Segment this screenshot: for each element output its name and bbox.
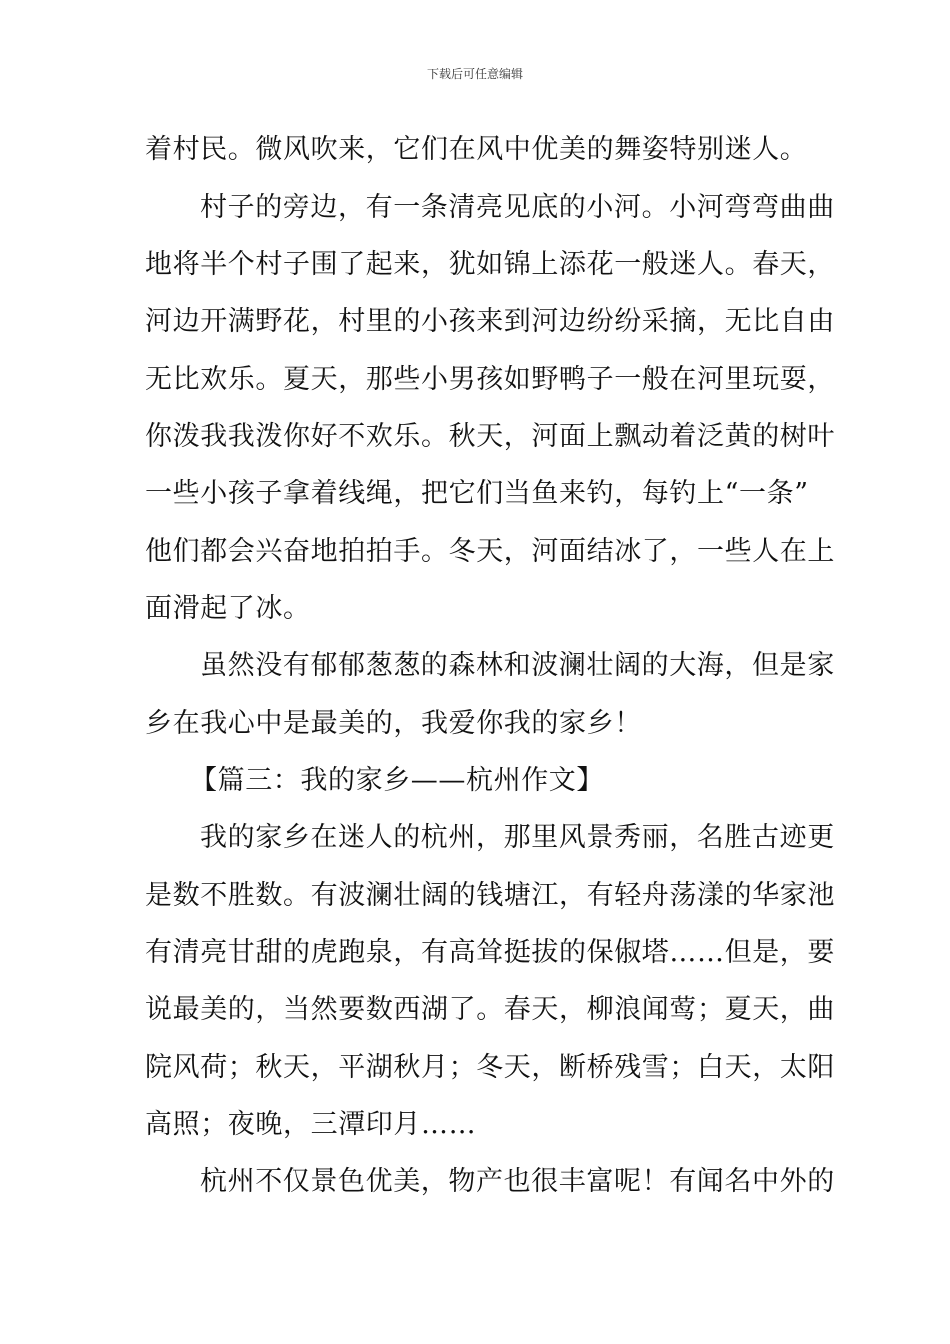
text-line: 院风荷；秋天，平湖秋月；冬天，断桥残雪；白天，太阳 — [145, 1052, 835, 1083]
text-line: 有清亮甘甜的虎跑泉，有高耸挺拔的保俶塔……但是，要 — [145, 937, 835, 968]
text-line: 无比欢乐。夏天，那些小男孩如野鸭子一般在河里玩耍， — [145, 364, 835, 395]
text-line: 面滑起了冰。 — [145, 593, 311, 624]
text-line: 着村民。微风吹来，它们在风中优美的舞姿特别迷人。 — [145, 134, 808, 165]
text-line: 地将半个村子围了起来，犹如锦上添花一般迷人。春天， — [145, 249, 835, 280]
page-header: 下载后可任意编辑 — [426, 67, 523, 81]
text-line: 说最美的，当然要数西湖了。春天，柳浪闻莺；夏天，曲 — [145, 994, 835, 1025]
text-line: 一些小孩子拿着线绳，把它们当鱼来钓，每钓上“一条” — [145, 478, 809, 509]
paragraph-first-line: 虽然没有郁郁葱葱的森林和波澜壮阔的大海，但是家 — [200, 650, 835, 681]
text-line: 你泼我我泼你好不欢乐。秋天，河面上飘动着泛黄的树叶 — [145, 421, 835, 452]
text-line: 乡在我心中是最美的，我爱你我的家乡！ — [145, 708, 642, 739]
text-line: 是数不胜数。有波澜壮阔的钱塘江，有轻舟荡漾的华家池 — [145, 880, 835, 911]
paragraph-first-line: 杭州不仅景色优美，物产也很丰富呢！有闻名中外的 — [200, 1166, 835, 1197]
text-line: 他们都会兴奋地拍拍手。冬天，河面结冰了，一些人在上 — [145, 536, 835, 567]
text-line: 高照；夜晚，三潭印月…… — [145, 1109, 477, 1140]
paragraph-first-line: 村子的旁边，有一条清亮见底的小河。小河弯弯曲曲 — [200, 192, 835, 223]
section-heading: 【篇三：我的家乡——杭州作文】 — [190, 765, 604, 796]
text-line: 河边开满野花，村里的小孩来到河边纷纷采摘，无比自由 — [145, 306, 835, 337]
paragraph-first-line: 我的家乡在迷人的杭州，那里风景秀丽，名胜古迹更 — [200, 822, 835, 853]
